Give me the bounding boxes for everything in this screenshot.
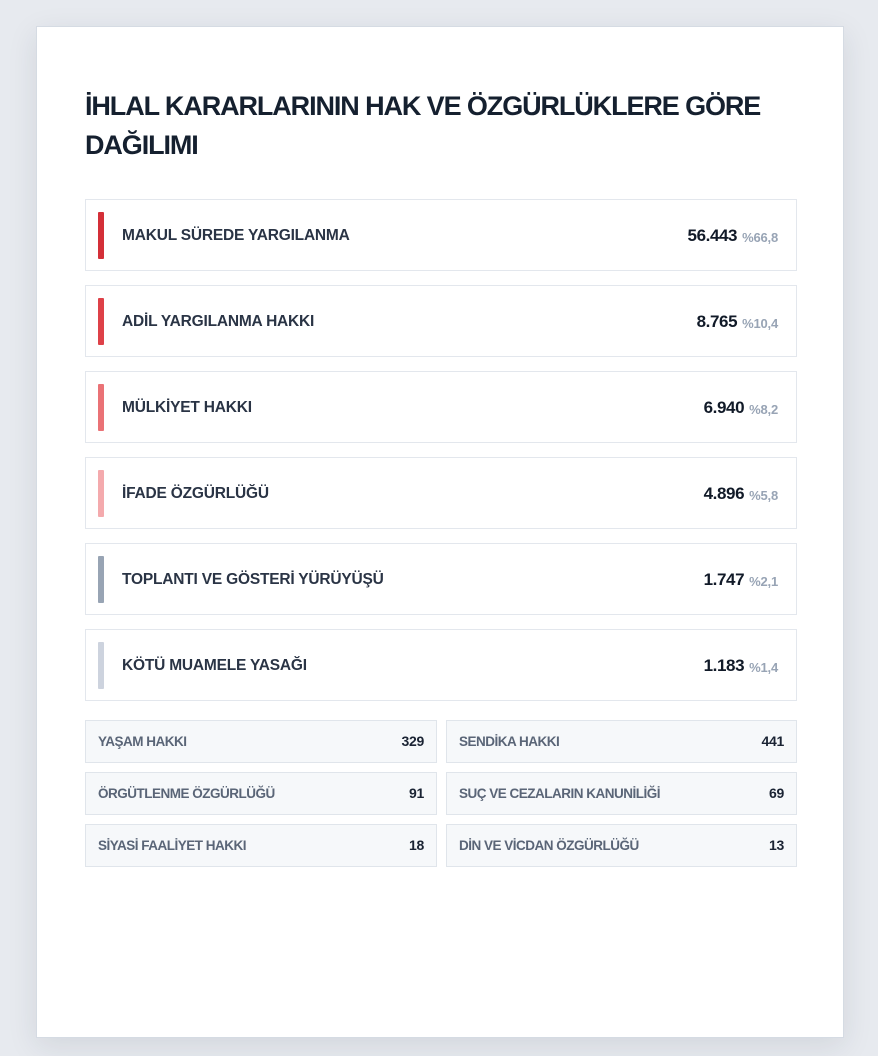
violation-count: 56.443 [687, 226, 738, 245]
right-label: İFADE ÖZGÜRLÜĞÜ [122, 485, 269, 502]
violation-count: 441 [761, 733, 784, 749]
severity-bar [98, 642, 104, 689]
grid-item [85, 824, 437, 867]
right-label: SENDİKA HAKKI [459, 734, 560, 749]
list-item [85, 457, 797, 529]
page-title: İHLAL KARARLARININ HAK VE ÖZGÜRLÜKLERE GÖRE DAĞILIMI [85, 91, 761, 160]
main-rights-list [85, 199, 797, 715]
right-label: MAKUL SÜREDE YARGILANMA [122, 227, 350, 244]
violation-percent: %5,8 [749, 487, 778, 503]
violation-count: 1.183 [703, 656, 745, 675]
severity-bar [98, 556, 104, 603]
list-item [85, 543, 797, 615]
violation-count: 18 [409, 837, 424, 853]
list-item [85, 199, 797, 271]
right-label: ÖRGÜTLENME ÖZGÜRLÜĞÜ [98, 786, 275, 801]
violation-percent: %66,8 [742, 229, 778, 245]
grid-item [85, 720, 437, 763]
severity-bar [98, 298, 104, 345]
right-label: MÜLKİYET HAKKI [122, 399, 252, 416]
violation-count: 4.896 [703, 484, 745, 503]
violation-count: 6.940 [703, 398, 745, 417]
list-item [85, 285, 797, 357]
right-label: KÖTÜ MUAMELE YASAĞI [122, 657, 307, 674]
severity-bar [98, 384, 104, 431]
right-label: TOPLANTI VE GÖSTERİ YÜRÜYÜŞÜ [122, 571, 384, 588]
grid-item [446, 720, 797, 763]
list-item [85, 371, 797, 443]
right-label: ADİL YARGILANMA HAKKI [122, 313, 315, 330]
right-label: DİN VE VİCDAN ÖZGÜRLÜĞÜ [459, 838, 639, 853]
right-label: YAŞAM HAKKI [98, 734, 187, 749]
right-label: SİYASİ FAALİYET HAKKI [98, 838, 247, 853]
violation-percent: %8,2 [749, 401, 778, 417]
violation-percent: %10,4 [742, 315, 778, 331]
severity-bar [98, 212, 104, 259]
minor-rights-grid [85, 720, 797, 867]
violation-count: 8.765 [696, 312, 738, 331]
violation-count: 91 [409, 785, 424, 801]
violation-count: 13 [769, 837, 784, 853]
violation-count: 69 [769, 785, 784, 801]
grid-item [446, 824, 797, 867]
violation-percent: %1,4 [749, 659, 778, 675]
severity-bar [98, 470, 104, 517]
grid-item [85, 772, 437, 815]
violation-count: 329 [401, 733, 424, 749]
violation-percent: %2,1 [749, 573, 778, 589]
violation-count: 1.747 [703, 570, 745, 589]
grid-item [446, 772, 797, 815]
right-label: SUÇ VE CEZALARIN KANUNİLİĞİ [459, 786, 661, 801]
list-item [85, 629, 797, 701]
infographic-card [36, 26, 844, 1038]
